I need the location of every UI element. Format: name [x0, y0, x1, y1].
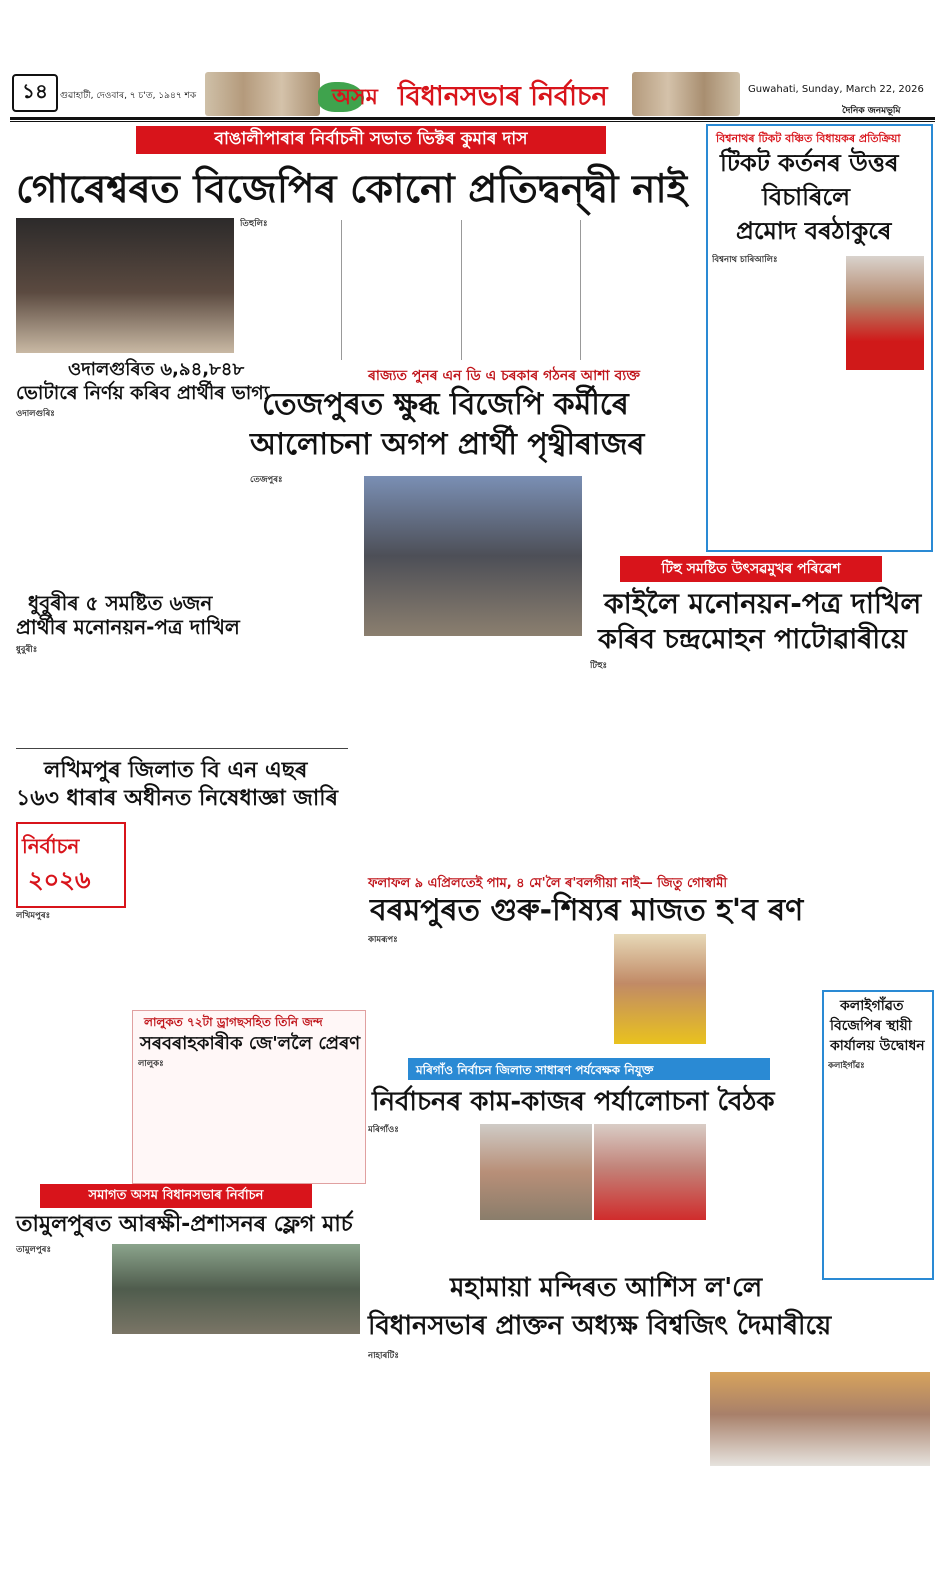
- story8-headline: সৰবৰাহকাৰীক জে'ললৈ প্ৰেৰণ: [140, 1033, 361, 1054]
- story3-body-right: [588, 474, 700, 554]
- story8-body: [138, 1058, 360, 1178]
- story1-kicker: বাঙালীপাৰাৰ নিৰ্বাচনী সভাত ভিক্টৰ কুমাৰ দাস: [136, 126, 606, 154]
- story2-headline-top: ওদালগুৰিত ৬,৯৪,৮৪৮: [68, 359, 245, 380]
- story7-headline: বৰমপুৰত গুৰু-শিষ্যৰ মাজত হ'ব ৰণ: [370, 893, 804, 928]
- story10-headline: নিৰ্বাচনৰ কাম-কাজৰ পৰ্যালোচনা বৈঠক: [372, 1087, 775, 1117]
- story1-body: [240, 218, 696, 358]
- story10-photo-b: [594, 1124, 706, 1220]
- story9-dateline: কলাইগাঁৱঃ: [828, 1061, 865, 1071]
- story1-photo: [16, 218, 234, 353]
- story7-portrait: [614, 934, 706, 1044]
- story10-body: [368, 1124, 476, 1264]
- date-right: Guwahati, Sunday, March 22, 2026: [748, 84, 924, 95]
- story10-body-right: [712, 1096, 820, 1272]
- story3-photo: [364, 476, 582, 636]
- story4-body: [16, 644, 348, 744]
- story11-headline: তামুলপুৰত আৰক্ষী-প্ৰশাসনৰ ফ্লেগ মাৰ্চ: [16, 1212, 353, 1237]
- story11-dateline: তামুলপুৰঃ: [16, 1245, 51, 1255]
- sidebar-body-2: [712, 376, 924, 542]
- story1-headline: গোৰেশ্বৰত বিজেপিৰ কোনো প্ৰতিদ্বন্দ্বী নাই: [16, 167, 688, 212]
- story4-dateline: ধুবুৰীঃ: [16, 645, 38, 655]
- story10-photo-a: [480, 1124, 592, 1220]
- paper-name: দৈনিক জনমভূমি: [842, 106, 901, 116]
- date-left: গুৱাহাটী, দেওবাৰ, ৭ চ'ত, ১৯৪৭ শক: [60, 91, 197, 101]
- story10-body-bottom: [480, 1224, 706, 1270]
- story6-headline-b: ১৬৩ ধাৰাৰ অধীনত নিষেধাজ্ঞা জাৰি: [16, 786, 338, 811]
- sidebar-body: [712, 254, 840, 374]
- story3-dateline: তেজপুৰঃ: [250, 475, 283, 485]
- story6-dateline: লখিমপুৰঃ: [16, 911, 51, 921]
- story4-headline-a: ধুবুৰীৰ ৫ সমষ্টিত ৬জন: [28, 591, 213, 615]
- sidebar-headline-a: টিকট কৰ্তনৰ উত্তৰ: [720, 149, 899, 177]
- story6-body-right: [128, 822, 358, 906]
- masthead-rule-thin: [10, 121, 935, 122]
- story10-dateline: মৰিগাঁওঃ: [368, 1125, 399, 1135]
- story11-kicker: সমাগত অসম বিধানসভাৰ নিৰ্বাচন: [40, 1184, 312, 1208]
- story9-headline-c: কাৰ্যালয় উদ্বোধন: [830, 1038, 925, 1054]
- story12-photo: [710, 1372, 930, 1466]
- logo-text-a: নিৰ্বাচন: [22, 834, 80, 858]
- col-rule-1: [341, 220, 342, 360]
- section-title-a: অসম: [332, 85, 378, 110]
- story3-headline-b: আলোচনা অগপ প্ৰাৰ্থী পৃথ্বীৰাজৰ: [250, 427, 645, 462]
- story2-headline: ভোটাৰে নিৰ্ণয় কৰিব প্ৰাৰ্থীৰ ভাগ্য: [16, 382, 270, 404]
- story5-dateline: টিহুঃ: [590, 661, 608, 671]
- sidebar-headline-b: বিচাৰিলে: [762, 183, 851, 211]
- portrait-placeholder-icon: [846, 256, 924, 370]
- story4-headline-b: প্ৰাৰ্থীৰ মনোনয়ন-পত্ৰ দাখিল: [16, 615, 240, 639]
- story9-headline-b: বিজেপিৰ স্থায়ী: [830, 1018, 912, 1034]
- story11-photo: [112, 1244, 360, 1334]
- story8-kicker: লালুকত ৭২টা ড্ৰাগছসহিত তিনি জন্দ: [144, 1015, 323, 1029]
- sidebar-kicker: বিশ্বনাথৰ টিকট বঞ্চিত বিধায়কৰ প্ৰতিক্ৰিয়া: [716, 132, 901, 145]
- story12-headline-a: মহামায়া মন্দিৰত আশিস ল'লে: [450, 1273, 763, 1303]
- story3-kicker: ৰাজ্যত পুনৰ এন ডি এ চৰকাৰ গঠনৰ আশা ব্যক্ত: [368, 368, 640, 384]
- story12-body: [368, 1350, 704, 1464]
- leaders-portraits-left: [205, 72, 320, 116]
- story5-body: [590, 660, 930, 870]
- story12-dateline: নাহাৰটিঃ: [368, 1351, 399, 1361]
- masthead-rule: [10, 117, 935, 120]
- sidebar-headline-c: প্ৰমোদ বৰঠাকুৰে: [736, 217, 892, 245]
- col-rule-2: [461, 220, 462, 360]
- logo-text-b: ২০২৬: [28, 866, 91, 894]
- leaders-portraits-right: [632, 72, 740, 116]
- story11-body: [16, 1244, 110, 1334]
- sidebar-dateline: বিশ্বনাথ চাৰিআলিঃ: [712, 255, 778, 265]
- col-rule-3: [580, 220, 581, 360]
- section-title-b: বিধানসভাৰ নিৰ্বাচন: [398, 81, 608, 112]
- story10-kicker: মৰিগাঁও নিৰ্বাচন জিলাত সাধাৰণ পৰ্যবেক্ষক নিযুক্ত: [416, 1063, 654, 1077]
- story5-headline-a: কাইলৈ মনোনয়ন-পত্ৰ দাখিল: [604, 587, 922, 620]
- story12-headline-b: বিধানসভাৰ প্ৰাক্তন অধ্যক্ষ বিশ্বজিৎ দৈমাৰীয়ে: [368, 1311, 832, 1341]
- story2-dateline: ওদালগুৰিঃ: [16, 409, 55, 419]
- story3-headline-a: তেজপুৰত ক্ষুব্ধ বিজেপি কৰ্মীৰে: [262, 387, 629, 422]
- story9-body: [828, 1060, 926, 1270]
- story5-kicker: টিহু সমষ্টিত উৎসৱমুখৰ পৰিৱেশ: [620, 556, 882, 582]
- story11-body-bottom: [16, 1338, 360, 1464]
- story6-headline-a: লখিমপুৰ জিলাত বি এন এছৰ: [44, 758, 308, 783]
- page-number: ১৪: [12, 74, 58, 112]
- story12-body-right: [710, 1350, 930, 1370]
- story5-headline-b: কৰিব চন্দ্ৰমোহন পাটোৱাৰীয়ে: [598, 624, 907, 655]
- story7-dateline: কামৰূপঃ: [368, 935, 398, 945]
- rule-story6: [16, 748, 348, 749]
- story8-dateline: লালুকঃ: [138, 1059, 164, 1069]
- story7-kicker: ফলাফল ৯ এপ্ৰিলতেই পাম, ৪ মে'লৈ ৰ'বলগীয়া নাই— জিতু গোস্বামী: [368, 876, 728, 891]
- story1-dateline: তিহুলিঃ: [240, 219, 268, 229]
- story9-headline-a: কলাইগাঁৱত: [840, 998, 904, 1014]
